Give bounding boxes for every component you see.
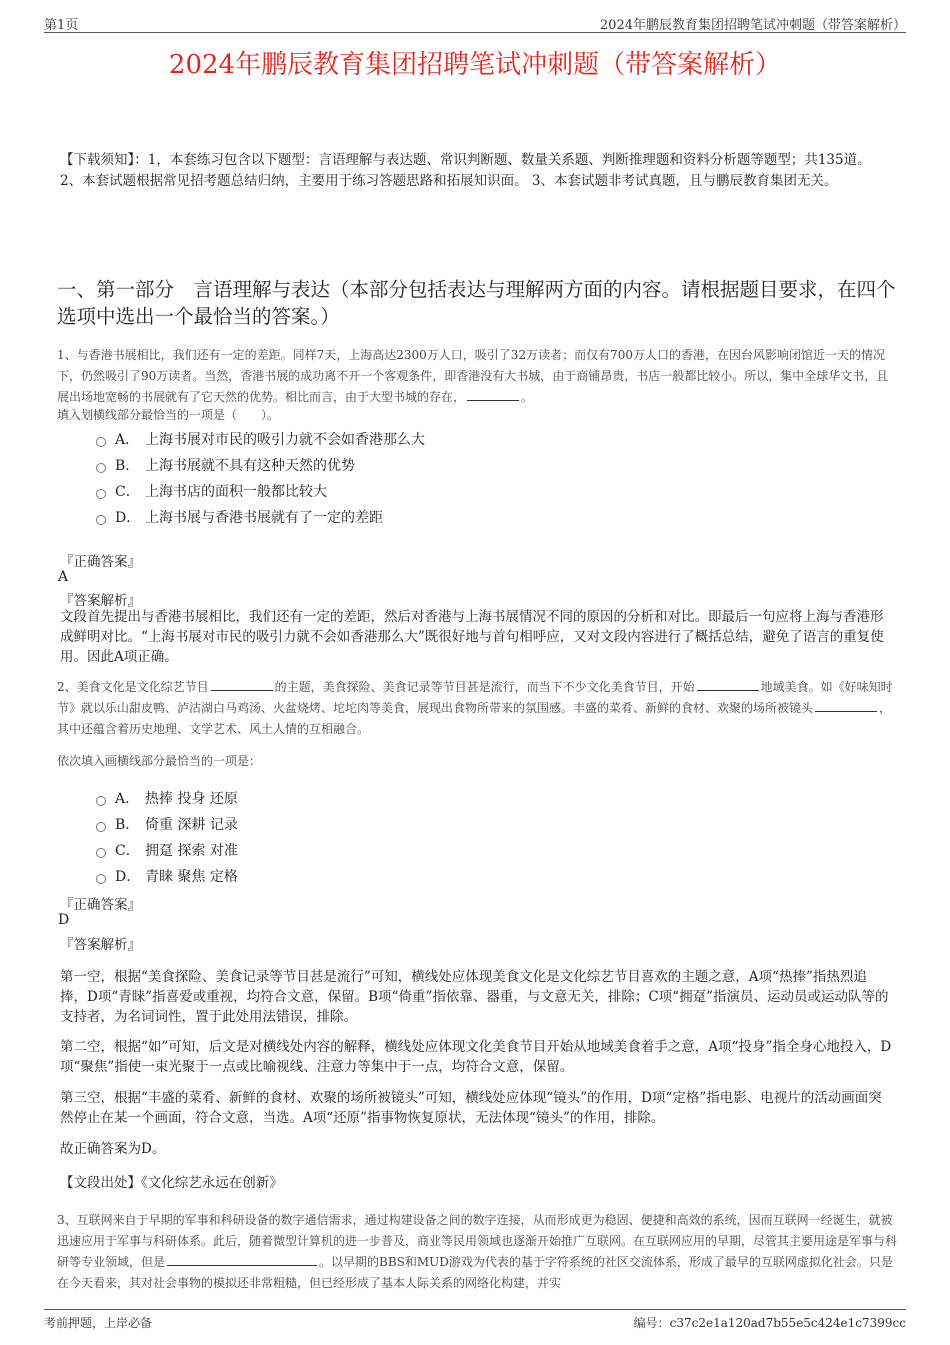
question-2-prompt: 依次填入画横线部分最恰当的一项是： xyxy=(57,754,262,768)
option-d[interactable] xyxy=(96,863,856,889)
question-2-body-d: ，其中还蕴含着历史地理、文学艺术、风土人情的互相融合。 xyxy=(57,701,892,736)
footer-slogan: 考前押题，上岸必备 xyxy=(44,1316,153,1330)
radio-icon[interactable] xyxy=(96,489,106,499)
footer-code xyxy=(634,1314,906,1331)
option-letter: D． xyxy=(115,510,141,526)
answer-analysis: 文段首先提出与香港书展相比，我们还有一定的差距，然后对香港与上海书展情况不同的原因的分析和对比。即最后一句应将上海与香港形成鲜明对比。“上海书展对市民的吸引力就不会如香港那么大”既很好地与首句相呼应，又对文段内容进行了概括总结，避免了语言的重复使用。因此A项正确。 xyxy=(60,609,884,665)
correct-answer: D xyxy=(58,912,70,928)
option-d[interactable] xyxy=(96,504,856,530)
question-1-body: 1、与香港书展相比，我们还有一定的差距。同样7天，上海高达2300万人口，吸引了32万读者；而仅有700万人口的香港，在因台风影响闭馆近一天的情况下，仍然吸引了90万读者。当然，香港书展的成功离不开一个客观条件，即香港没有大书城，由于商铺昂贵，书店一般都比较小。所以，集中全球华文书，且展出场地宽畅的书展就有了它天然的优势。相比而言，由于大型书城的存在， xyxy=(57,348,889,404)
option-letter: B． xyxy=(115,458,140,474)
question-3-body-a: 3、互联网来自于早期的军事和科研设备的数字通信需求，通过构建设备之间的数字连接，从而形成更为稳固、便捷和高效的系统，因而互联网一经诞生，就被迅速应用于军事与科研体系。此后，随着微型计算机的进一步普及，商业等民用领域也逐渐开始推广互联网。在互联网应用的早期，尽管其主要用途是军事与科研等专业领域，但是 xyxy=(57,1213,898,1269)
radio-icon[interactable] xyxy=(96,848,106,858)
page-number: 第1页 xyxy=(44,18,79,33)
radio-icon[interactable] xyxy=(96,437,106,447)
answer-blank xyxy=(697,678,759,691)
answer-label: 『正确答案』 xyxy=(60,897,141,913)
answer-blank xyxy=(211,678,273,691)
analysis-paragraph-2: 第二空，根据“如”可知，后文是对横线处内容的解释，横线处应体现文化美食节目开始从地域美食着手之意，A项“投身”指全身心地投入，D项“聚焦”指使一束光聚于一点或比喻视线、注意力等集中于一点，均符合文意，保留。 xyxy=(60,1039,892,1075)
analysis-label: 『答案解析』 xyxy=(60,593,141,609)
analysis-label: 『答案解析』 xyxy=(60,937,141,953)
option-c[interactable] xyxy=(96,478,856,504)
download-notice: 【下载须知】：1，本套练习包含以下题型：言语理解与表达题、常识判断题、数量关系题、判断推理题和资料分析题等题型；共135道。 2、本套试题根据常见招考题总结归纳，主要用于练习答题思路和拓展知识面。 3、本套试题非考试真题，且与鹏辰教育集团无关。 xyxy=(60,152,871,189)
option-text: 拥趸 探索 对准 xyxy=(145,843,238,859)
analysis-paragraph-1: 第一空，根据“美食探险、美食记录等节目甚是流行”可知，横线处应体现美食文化是文化综艺节目喜欢的主题之意，A项“热捧”指热烈追捧，D项“青睐”指喜爱或重视，均符合文意，保留。B项“倚重”指依靠、器重，与文意无关，排除；C项“拥趸”指演员、运动员或运动队等的支持者，为名词词性，置于此处用法错误，排除。 xyxy=(60,969,889,1025)
question-1-prompt: 填入划横线部分最恰当的一项是（ ）。 xyxy=(57,408,280,422)
code-label: 编号： xyxy=(633,1316,670,1330)
question-1-end: 。 xyxy=(521,390,534,404)
option-a[interactable] xyxy=(96,426,856,452)
question-3-body-b: 。以早期的BBS和MUD游戏为代表的基于字符系统的社区交流体系，形成了最早的互联网虚拟化社会。只是在今天看来，其对社会事物的模拟还非常粗糙，但已经形成了基本人际关系的网络化构建，并实 xyxy=(57,1255,893,1290)
option-letter: C． xyxy=(115,843,140,859)
question-2-body-b: 的主题，美食探险、美食记录等节目甚是流行，而当下不少文化美食节目，开始 xyxy=(274,680,695,694)
option-letter: A． xyxy=(115,432,140,448)
radio-icon[interactable] xyxy=(96,822,106,832)
header-doc-title: 2024年鹏辰教育集团招聘笔试冲刺题（带答案解析） xyxy=(599,18,906,33)
option-c[interactable] xyxy=(96,837,856,863)
text-source: 【文段出处】《文化综艺永远在创新》 xyxy=(60,1175,283,1191)
question-1-options xyxy=(96,426,856,530)
question-2-options xyxy=(96,785,856,889)
answer-blank xyxy=(467,388,519,401)
option-text: 青睐 聚焦 定格 xyxy=(145,869,238,885)
answer-blank xyxy=(815,699,877,712)
analysis-conclusion: 故正确答案为D。 xyxy=(60,1141,166,1157)
option-b[interactable] xyxy=(96,452,856,478)
section-heading: 一、第一部分 言语理解与表达（本部分包括表达与理解两方面的内容。请根据题目要求，在四个选项中选出一个最恰当的答案。） xyxy=(57,278,896,328)
analysis-paragraph-3: 第三空，根据“丰盛的菜肴、新鲜的食材、欢聚的场所被镜头”可知，横线处应体现“镜头”的作用，D项“定格”指电影、电视片的活动画面突然停止在某一个画面，符合文意，当选。A项“还原”指事物恢复原状，无法体现“镜头”的作用，排除。 xyxy=(60,1090,882,1126)
option-text: 上海书店的面积一般都比较大 xyxy=(145,484,327,500)
option-b[interactable] xyxy=(96,811,856,837)
answer-blank xyxy=(167,1253,317,1266)
code-value: c37c2e1a120ad7b55e5c424e1c7399cc xyxy=(669,1316,906,1330)
option-a[interactable] xyxy=(96,785,856,811)
option-letter: A． xyxy=(115,791,140,807)
footer-divider xyxy=(44,1309,906,1310)
question-3-text xyxy=(57,1210,897,1294)
answer-label: 『正确答案』 xyxy=(60,554,141,570)
option-text: 上海书展对市民的吸引力就不会如香港那么大 xyxy=(145,432,425,448)
radio-icon[interactable] xyxy=(96,796,106,806)
question-2-body-a: 2、美食文化是文化综艺节目 xyxy=(57,680,209,694)
document-title: 2024年鹏辰教育集团招聘笔试冲刺题（带答案解析） xyxy=(168,50,782,80)
option-letter: B． xyxy=(115,817,140,833)
correct-answer: A xyxy=(58,569,69,585)
option-text: 倚重 深耕 记录 xyxy=(145,817,238,833)
question-2-body-c: 地域美食。如《好味知时节》就以乐山甜皮鸭、泸沽湖白马鸡汤、火盆烧烤、坨坨肉等美食，展现出食物所带来的氛围感。丰盛的菜肴、新鲜的食材、欢聚的场所被镜头 xyxy=(57,680,893,715)
option-letter: D． xyxy=(115,869,141,885)
option-text: 上海书展就不具有这种天然的优势 xyxy=(145,458,355,474)
question-2-text xyxy=(57,677,897,740)
radio-icon[interactable] xyxy=(96,463,106,473)
option-letter: C． xyxy=(115,484,140,500)
radio-icon[interactable] xyxy=(96,515,106,525)
option-text: 热捧 投身 还原 xyxy=(145,791,238,807)
question-1-text xyxy=(57,345,897,408)
header-divider xyxy=(44,32,906,33)
radio-icon[interactable] xyxy=(96,874,106,884)
option-text: 上海书展与香港书展就有了一定的差距 xyxy=(145,510,383,526)
